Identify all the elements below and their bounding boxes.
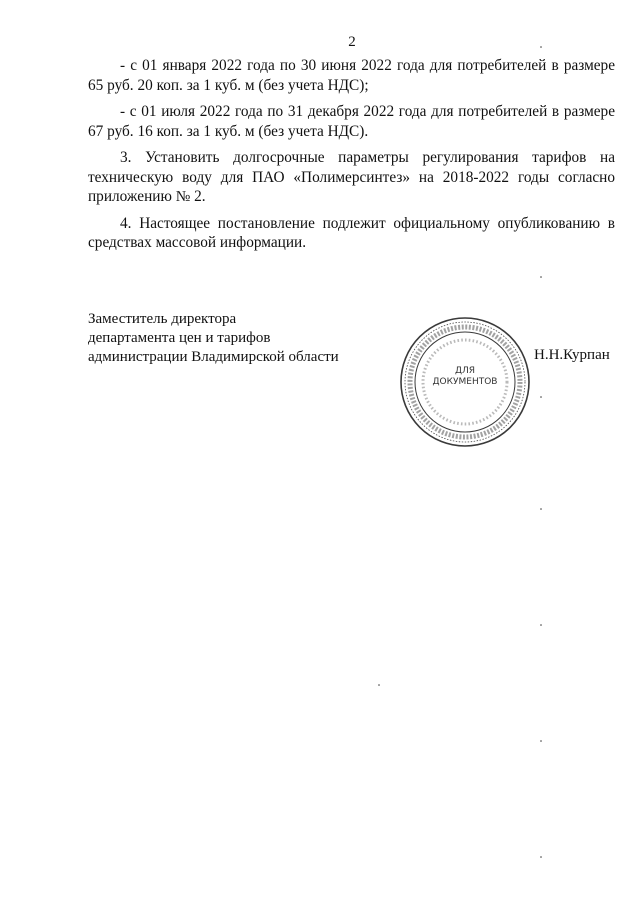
scan-speck bbox=[540, 508, 542, 510]
paragraph-long-term-parameters: 3. Установить долгосрочные параметры регулирования тарифов на техническую воду для ПАО «Полимерсинтез» на 2018-2022 годы согласно приложению № 2. bbox=[88, 149, 615, 205]
signer-title-line-2: департамента цен и тарифов bbox=[88, 330, 271, 346]
scan-speck bbox=[540, 396, 542, 398]
scan-speck bbox=[540, 46, 542, 48]
stamp-text-line-1: ДЛЯ bbox=[454, 366, 476, 376]
signature-block bbox=[88, 310, 339, 367]
scan-speck bbox=[540, 624, 542, 626]
page-number: 2 bbox=[348, 34, 356, 50]
stamp-text bbox=[397, 366, 533, 388]
stamp-text-line-2: ДОКУМЕНТОВ bbox=[432, 377, 498, 387]
document-body bbox=[88, 56, 615, 260]
scan-speck bbox=[540, 276, 542, 278]
scan-speck bbox=[378, 684, 380, 686]
signer-name: Н.Н.Курпан bbox=[534, 347, 610, 363]
scan-speck bbox=[540, 740, 542, 742]
official-stamp bbox=[397, 314, 533, 450]
paragraph-tariff-jan-jun: - с 01 января 2022 года по 30 июня 2022 года для потребителей в размере 65 руб. 20 коп. за 1 куб. м (без учета НДС); bbox=[88, 57, 615, 94]
paragraph-tariff-jul-dec: - с 01 июля 2022 года по 31 декабря 2022 года для потребителей в размере 67 руб. 16 коп. за 1 куб. м (без учета НДС). bbox=[88, 103, 615, 140]
signer-title-line-1: Заместитель директора bbox=[88, 311, 237, 327]
paragraph-publication: 4. Настоящее постановление подлежит официальному опубликованию в средствах массовой информации. bbox=[88, 214, 615, 251]
signer-title-line-3: администрации Владимирской области bbox=[88, 349, 339, 365]
scan-speck bbox=[540, 856, 542, 858]
